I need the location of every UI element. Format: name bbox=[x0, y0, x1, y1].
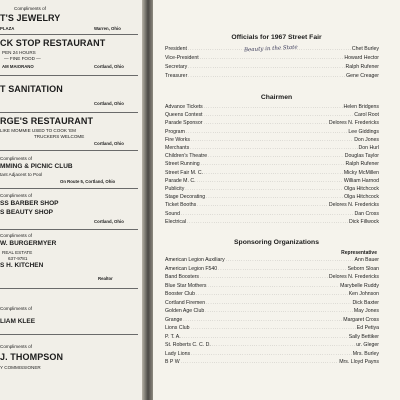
sponsor-label: P. T. A. bbox=[165, 333, 181, 340]
sponsor-label: Golden Age Club bbox=[165, 308, 205, 314]
official-row bbox=[165, 73, 379, 79]
chairman-label: Merchants bbox=[165, 145, 190, 151]
leader-dots bbox=[186, 129, 348, 135]
chairman-row bbox=[165, 137, 379, 143]
divider bbox=[0, 334, 138, 335]
leader-dots bbox=[208, 153, 344, 159]
leader-dots bbox=[206, 300, 351, 306]
chairman-row bbox=[165, 112, 379, 118]
leader-dots bbox=[212, 342, 355, 348]
chairman-name: William Harnod bbox=[343, 177, 379, 184]
official-label: President bbox=[165, 46, 187, 52]
leader-dots bbox=[218, 266, 346, 272]
chairman-name: Dan Cross bbox=[354, 210, 379, 217]
official-name: Howard Hector bbox=[344, 55, 379, 61]
ad-line: Cortland, Ohio bbox=[94, 64, 124, 69]
official-row bbox=[165, 46, 379, 52]
ad-line: S BEAUTY SHOP bbox=[0, 209, 53, 216]
chairman-name: Carol Root bbox=[354, 112, 379, 119]
ad-line: RGE'S RESTAURANT bbox=[0, 116, 94, 126]
leader-dots bbox=[197, 178, 343, 184]
leader-dots bbox=[196, 291, 348, 297]
leader-dots bbox=[191, 137, 353, 143]
ad-line: — FINE FOOD — bbox=[4, 56, 41, 61]
sponsor-name: Margaret Cross bbox=[343, 316, 379, 323]
chairman-label: Ticket Booths bbox=[165, 202, 197, 209]
chairman-label: Program bbox=[165, 128, 185, 135]
sponsor-row bbox=[165, 257, 379, 263]
chairmen-title: Chairmen bbox=[260, 94, 293, 101]
ad-line: TRUCKERS WELCOME bbox=[34, 134, 85, 139]
sponsor-label: Band Boosters bbox=[165, 274, 200, 280]
chairman-name: Delores N. Fredericks bbox=[328, 202, 379, 209]
sponsor-row bbox=[165, 325, 379, 331]
official-label: Treasurer bbox=[165, 73, 188, 79]
chairman-name: Dick Fillwock bbox=[349, 218, 379, 225]
ad-line: T'S JEWELRY bbox=[0, 13, 61, 23]
leader-dots bbox=[201, 161, 345, 167]
sponsor-name: Delores N. Fredericks bbox=[328, 274, 379, 280]
chairman-label: Queens Contest bbox=[165, 112, 203, 119]
ad-line: LIAM KLEE bbox=[0, 318, 36, 325]
sponsor-name: Dick Baxter bbox=[352, 299, 379, 306]
sponsor-name: Seborn Sloan bbox=[347, 265, 379, 272]
leader-dots bbox=[191, 325, 356, 331]
ad-line: MMING & PICNIC CLUB bbox=[0, 163, 73, 170]
chairman-row bbox=[165, 202, 379, 208]
leader-dots bbox=[205, 308, 353, 314]
sponsor-name: Mrs. Lloyd Payns bbox=[339, 359, 379, 365]
leader-dots bbox=[183, 317, 342, 323]
sponsor-row bbox=[165, 359, 379, 365]
sponsor-row bbox=[165, 317, 379, 323]
sponsor-label: American Legion Auxiliary bbox=[165, 257, 225, 263]
ad-line: Compliments of bbox=[0, 306, 32, 311]
sponsor-label: American Legion F540 bbox=[165, 265, 218, 272]
chairman-row bbox=[165, 211, 379, 217]
sponsor-row bbox=[165, 308, 379, 314]
ad-line: SS BARBER SHOP bbox=[0, 200, 59, 207]
chairman-row bbox=[165, 186, 379, 192]
sponsor-row bbox=[165, 274, 379, 280]
chairman-label: Street Fair M. C. bbox=[165, 169, 204, 176]
leader-dots bbox=[181, 359, 339, 365]
ad-line: CK STOP RESTAURANT bbox=[0, 38, 106, 48]
chairman-row bbox=[165, 120, 379, 126]
ad-line: Compliments of bbox=[0, 233, 32, 238]
leader-dots bbox=[188, 64, 344, 70]
chairman-row bbox=[165, 161, 379, 167]
chairman-name: Helen Bridgens bbox=[343, 104, 379, 110]
left-page bbox=[0, 0, 142, 400]
chairman-label: Street Running bbox=[165, 161, 200, 168]
sponsor-name: Ken Johnson bbox=[348, 291, 379, 297]
ad-line: Compliments of bbox=[0, 156, 32, 161]
sponsor-name: Mrs. Burley bbox=[352, 350, 379, 357]
sponsor-row bbox=[165, 351, 379, 357]
leader-dots bbox=[187, 219, 348, 225]
sponsor-row bbox=[165, 291, 379, 297]
ad-line: Y COMMISSIONER bbox=[0, 365, 41, 370]
sponsor-name: May Jones bbox=[353, 308, 379, 314]
chairman-name: Olga Hitchcock bbox=[344, 194, 379, 201]
sponsor-row bbox=[165, 266, 379, 272]
sponsor-name: Sally Bettiker bbox=[348, 333, 379, 340]
ad-line: Cortland, Ohio bbox=[94, 141, 124, 146]
official-name: Gene Creager bbox=[346, 73, 379, 79]
ad-line: Compliments of bbox=[14, 6, 46, 11]
chairman-row bbox=[165, 219, 379, 225]
leader-dots bbox=[182, 334, 348, 340]
sponsor-name: Marybelle Ruddy bbox=[340, 282, 379, 289]
chairman-label: Sound bbox=[165, 210, 181, 217]
right-page bbox=[153, 0, 400, 400]
chairman-row bbox=[165, 153, 379, 159]
ad-line: W. BURGERMYER bbox=[0, 240, 57, 247]
ad-line: S H. KITCHEN bbox=[0, 262, 44, 269]
chairman-label: Advance Tickets bbox=[165, 104, 203, 110]
ad-line: 637-9781 bbox=[8, 256, 28, 261]
leader-dots bbox=[204, 170, 343, 176]
sponsoring-title: Sponsoring Organizations bbox=[234, 239, 319, 246]
leader-dots bbox=[188, 73, 345, 79]
ad-line: On Route 5, Cortland, Ohio bbox=[60, 179, 116, 184]
chairman-row bbox=[165, 178, 379, 184]
sponsor-label: Lady Lions bbox=[165, 350, 191, 357]
sponsor-label: Lions Club bbox=[165, 325, 190, 331]
divider bbox=[0, 188, 138, 189]
ad-line: AM MAIORANO bbox=[2, 64, 34, 69]
divider bbox=[0, 34, 138, 35]
chairman-row bbox=[165, 145, 379, 151]
chairman-name: Ralph Rufener bbox=[345, 161, 379, 168]
ad-line: Compliments of bbox=[0, 344, 32, 349]
sponsor-row bbox=[165, 283, 379, 289]
official-name: Chet Burley bbox=[351, 46, 379, 52]
chairman-name: Don Jones bbox=[354, 136, 379, 143]
leader-dots bbox=[204, 112, 354, 118]
divider bbox=[0, 75, 138, 76]
chairman-name: Douglas Taylor bbox=[344, 153, 379, 160]
sponsor-name: Ann Bauer bbox=[354, 257, 379, 263]
chairman-row bbox=[165, 104, 379, 110]
divider bbox=[0, 112, 138, 113]
ad-line: Cortland, Ohio bbox=[94, 101, 124, 106]
sponsor-name: ur. Gleger bbox=[356, 342, 379, 348]
chairman-label: Fire Works bbox=[165, 136, 190, 143]
sponsor-name: Ed Petiya bbox=[356, 325, 379, 331]
chairman-name: Delores N. Fredericks bbox=[328, 120, 379, 127]
official-name: Ralph Rufener bbox=[345, 64, 379, 70]
ad-line: Realtor bbox=[98, 276, 113, 281]
book-gutter bbox=[142, 0, 153, 400]
sponsor-label: Booster Club bbox=[165, 291, 195, 297]
divider bbox=[0, 229, 138, 230]
sponsor-row bbox=[165, 334, 379, 340]
chairman-row bbox=[165, 194, 379, 200]
official-label: Vice-President bbox=[165, 55, 199, 61]
chairman-row bbox=[165, 170, 379, 176]
leader-dots bbox=[204, 104, 343, 110]
divider bbox=[0, 150, 138, 151]
official-row bbox=[165, 55, 379, 61]
ad-line: Cortland, Ohio bbox=[94, 219, 124, 224]
chairman-label: Parade M. C. bbox=[165, 177, 196, 184]
ad-line: J. THOMPSON bbox=[0, 352, 64, 362]
ad-line: T SANITATION bbox=[0, 84, 63, 94]
official-label: Secretary bbox=[165, 64, 188, 70]
leader-dots bbox=[188, 46, 351, 52]
chairman-name: Micky McMillen bbox=[343, 169, 379, 176]
leader-dots bbox=[185, 186, 343, 192]
ad-line: PLAZA bbox=[0, 26, 15, 31]
leader-dots bbox=[200, 274, 328, 280]
sponsor-row bbox=[165, 300, 379, 306]
divider bbox=[0, 288, 138, 289]
sponsor-label: Blue Star Mothers bbox=[165, 282, 207, 289]
handwritten-note: Beauty in the State bbox=[243, 44, 298, 54]
chairman-label: Stage Decorating bbox=[165, 194, 206, 201]
ad-line: Warren, Ohio bbox=[94, 26, 121, 31]
sponsor-row bbox=[165, 342, 379, 348]
chairman-label: Publicity bbox=[165, 186, 185, 192]
ad-line: REAL ESTATE bbox=[2, 250, 33, 255]
chairman-row bbox=[165, 129, 379, 135]
representative-header: Representative bbox=[341, 250, 377, 256]
leader-dots bbox=[200, 55, 344, 61]
leader-dots bbox=[208, 283, 340, 289]
chairman-label: Parade Sponsor bbox=[165, 120, 203, 127]
sponsor-label: Cortland Firemen bbox=[165, 299, 206, 306]
leader-dots bbox=[206, 194, 343, 200]
ad-line: Compliments of bbox=[0, 193, 32, 198]
ad-line: tant Adjacent to Pool bbox=[0, 172, 43, 177]
leader-dots bbox=[190, 145, 357, 151]
leader-dots bbox=[181, 211, 353, 217]
ad-line: LIKE MOMMIE USED TO COOK 'EM bbox=[0, 128, 77, 133]
chairman-name: Olga Hitchcock bbox=[344, 186, 379, 192]
leader-dots bbox=[204, 120, 328, 126]
leader-dots bbox=[226, 257, 354, 263]
sponsor-label: St. Roberts C. C. D. bbox=[165, 342, 211, 348]
chairman-name: Lee Giddings bbox=[348, 128, 379, 135]
ad-line: PEN 24 HOURS bbox=[2, 50, 36, 55]
leader-dots bbox=[197, 202, 328, 208]
officials-title: Officials for 1967 Street Fair bbox=[231, 34, 322, 41]
chairman-name: Don Hurl bbox=[358, 145, 379, 151]
chairman-label: Electrical bbox=[165, 218, 187, 225]
sponsor-label: B P W bbox=[165, 359, 180, 365]
chairman-label: Children's Theatre bbox=[165, 153, 208, 160]
leader-dots bbox=[191, 351, 352, 357]
official-row bbox=[165, 64, 379, 70]
sponsor-label: Grange bbox=[165, 316, 183, 323]
